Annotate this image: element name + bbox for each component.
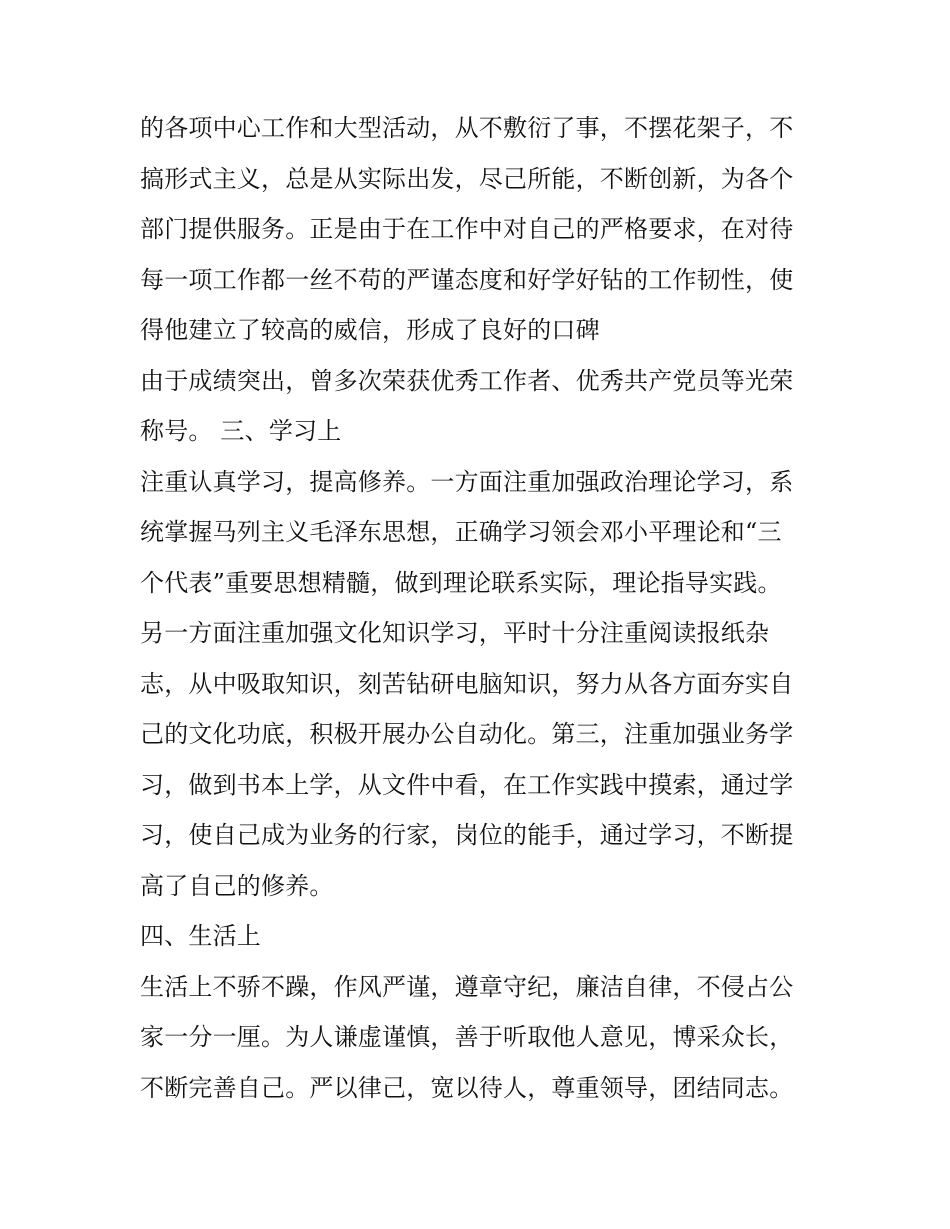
- text-line: 四、生活上: [140, 922, 261, 950]
- section-heading-life: [140, 911, 812, 962]
- text-line: 习，做到书本上学，从文件中看，在工作实践中摸索，通过学: [140, 770, 794, 799]
- text-line: 称号。 三、学习上: [140, 417, 342, 445]
- text-line: 个代表”重要思想精髓，做到理论联系实际，理论指导实践。: [140, 568, 782, 597]
- text-line: 得他建立了较高的威信，形成了良好的口碑: [140, 316, 600, 344]
- text-line: 统掌握马列主义毛泽东思想，正确学习领会邓小平理论和“三: [140, 518, 782, 546]
- text-line: 注重认真学习，提高修养。一方面注重加强政治理论学习，系: [140, 467, 794, 496]
- text-line: 习，使自己成为业务的行家，岗位的能手，通过学习，不断提: [140, 821, 794, 849]
- text-line: 的各项中心工作和大型活动，从不敷衍了事，不摆花架子，不: [140, 114, 794, 142]
- text-line: 另一方面注重加强文化知识学习，平时十分注重阅读报纸杂: [140, 619, 770, 647]
- paragraph-work-attitude: [140, 103, 812, 356]
- text-line: 家一分一厘。为人谦虚谨慎，善于听取他人意见，博采众长，: [140, 1023, 794, 1051]
- text-line: 部门提供服务。正是由于在工作中对自己的严格要求，在对待: [140, 215, 794, 243]
- text-line: 由于成绩突出，曾多次荣获优秀工作者、优秀共产党员等光荣: [140, 366, 794, 395]
- paragraph-life: [140, 962, 812, 1114]
- text-line: 己的文化功底，积极开展办公自动化。第三，注重加强业务学: [140, 720, 794, 748]
- document-body: [140, 103, 812, 1113]
- paragraph-study: [140, 457, 812, 912]
- text-line: 不断完善自己。严以律己，宽以待人，尊重领导，团结同志。: [140, 1073, 794, 1102]
- text-line: 生活上不骄不躁，作风严谨，遵章守纪，廉洁自律，不侵占公: [140, 972, 794, 1001]
- text-line: 高了自己的修养。: [140, 871, 334, 900]
- text-line: 每一项工作都一丝不苟的严谨态度和好学好钻的工作韧性，使: [140, 265, 794, 294]
- text-line: 搞形式主义，总是从实际出发，尽己所能，不断创新，为各个: [140, 164, 794, 193]
- paragraph-honors: [140, 356, 812, 457]
- text-line: 志，从中吸取知识，刻苦钻研电脑知识，努力从各方面夯实自: [140, 669, 794, 698]
